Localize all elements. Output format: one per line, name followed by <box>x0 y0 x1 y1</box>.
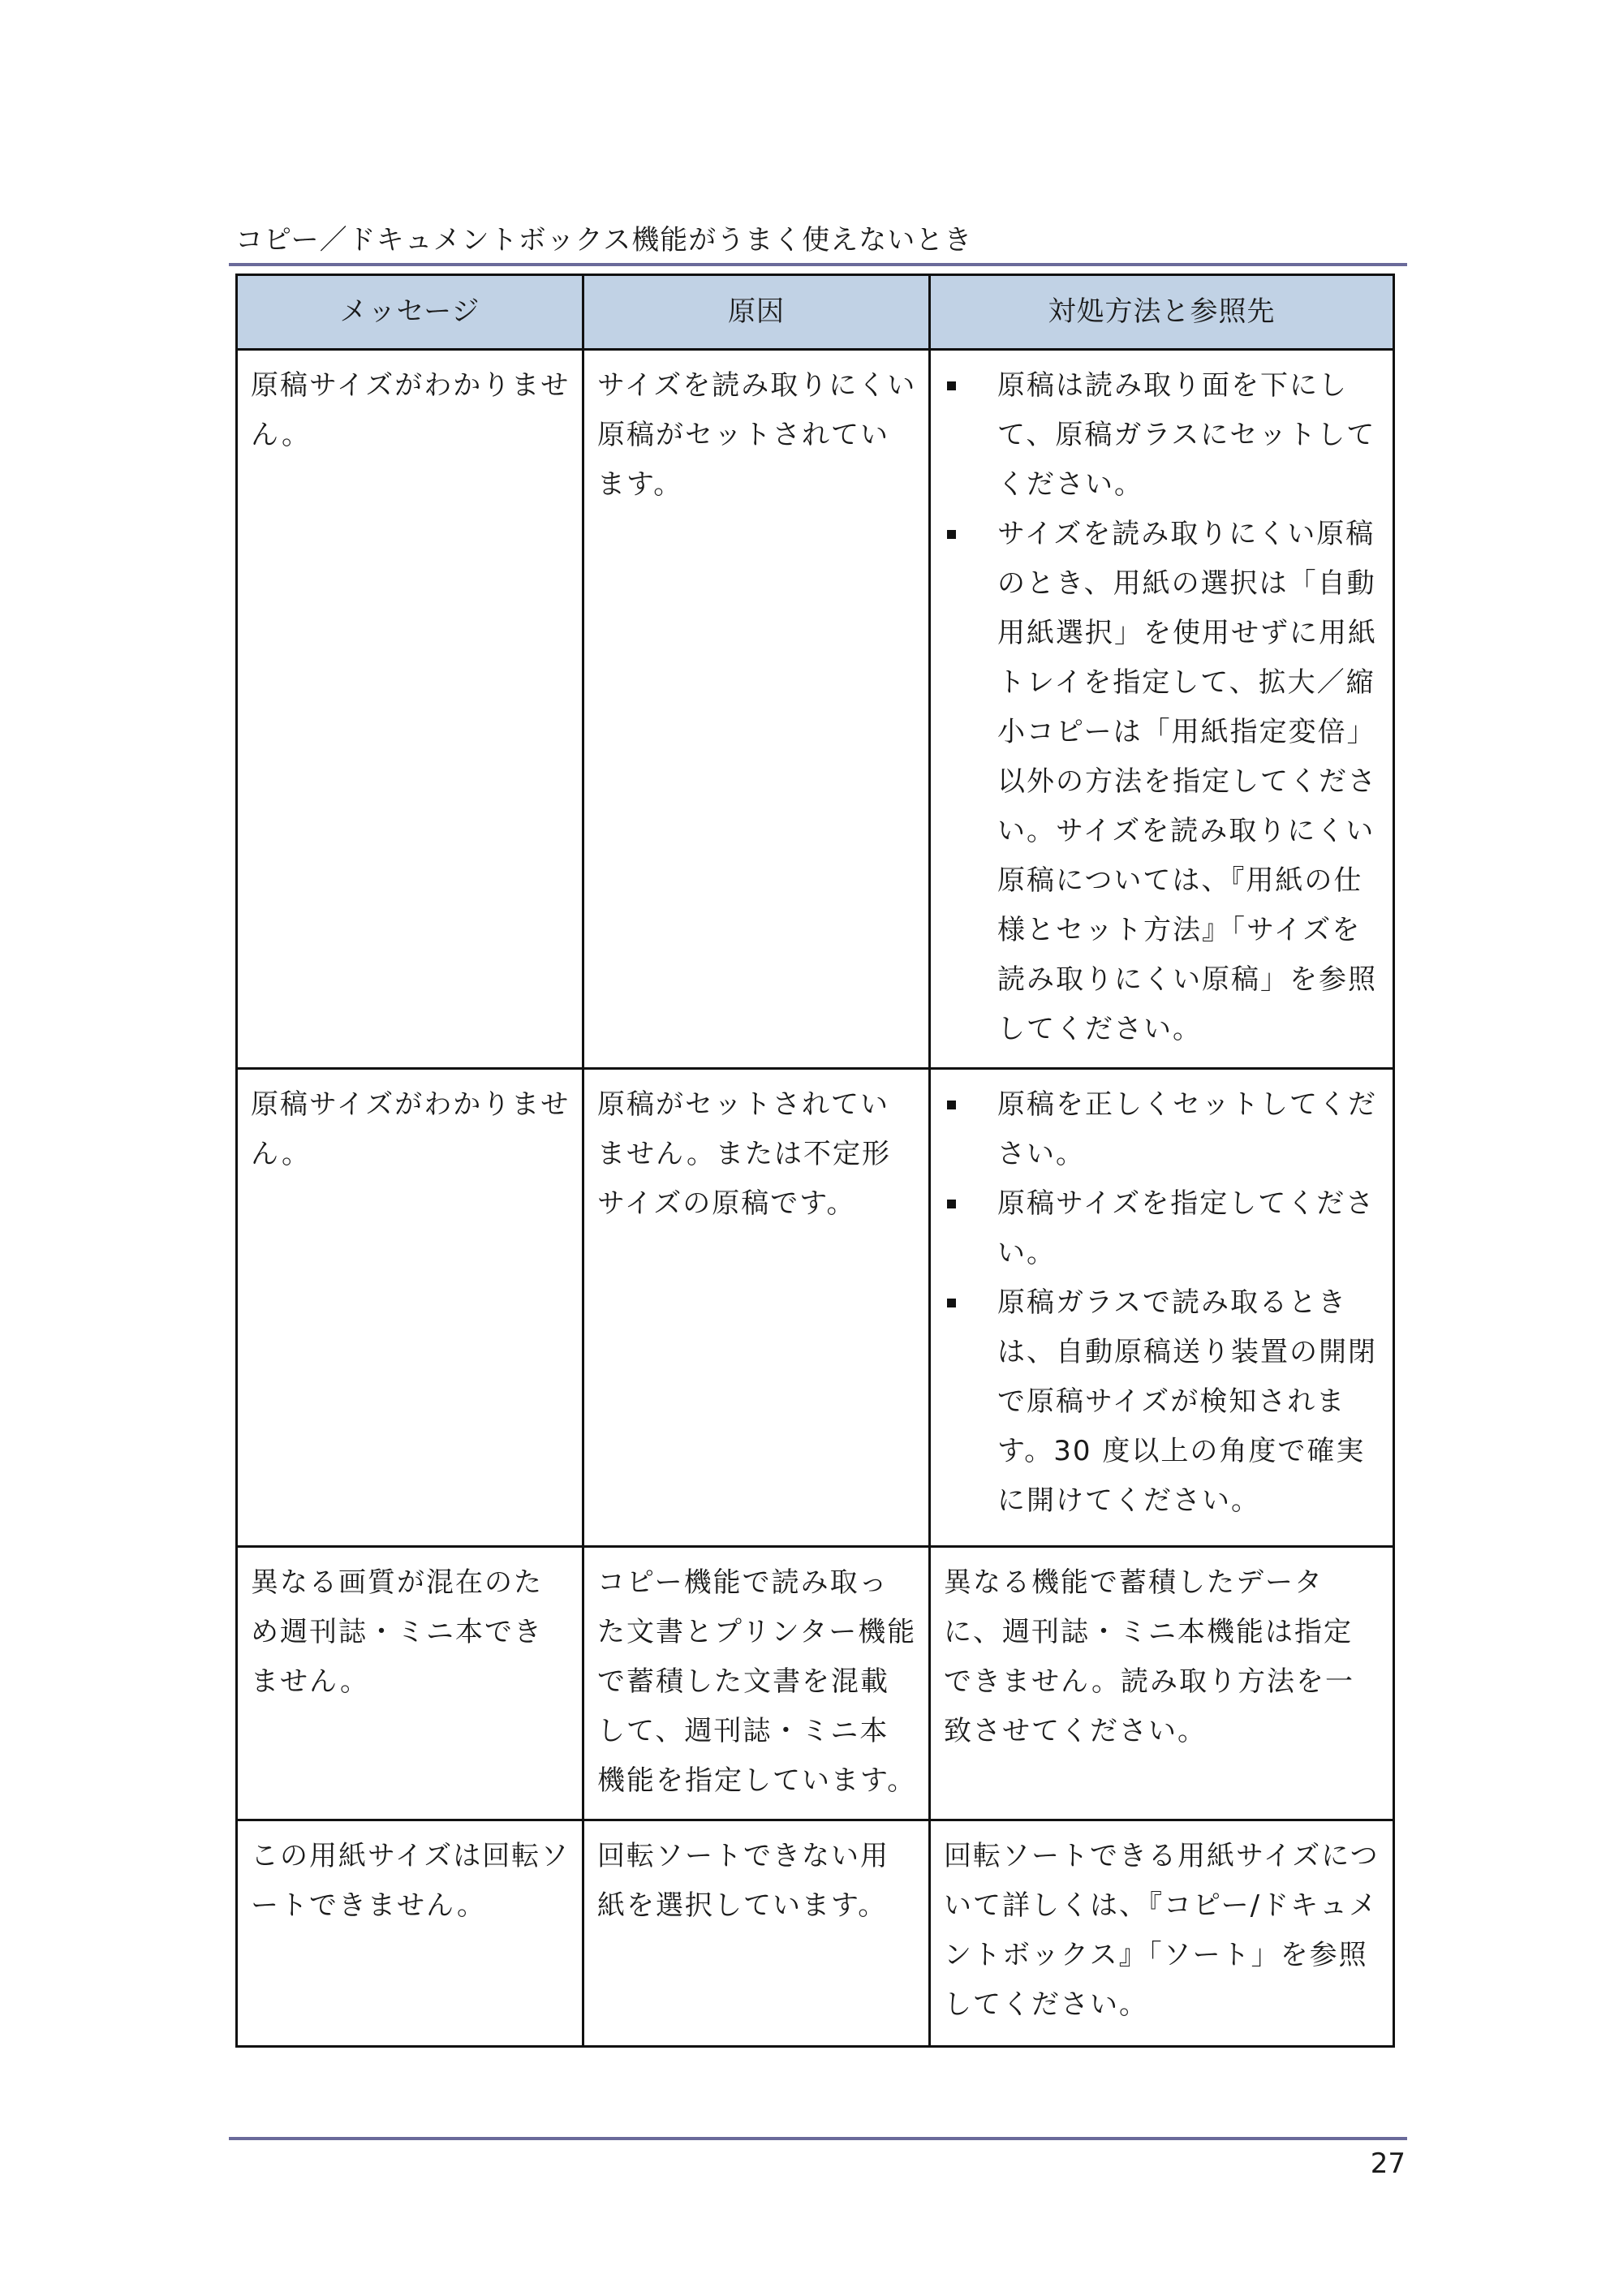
solution-text: 原稿サイズを指定してください。 <box>997 1187 1375 1269</box>
square-bullet-icon <box>947 530 956 539</box>
solution-text: 原稿を正しくセットしてください。 <box>997 1088 1377 1170</box>
page-number: 27 <box>1370 2147 1406 2180</box>
solution-cell <box>930 350 1394 1069</box>
header-message: メッセージ <box>237 275 583 350</box>
footer-divider <box>229 2137 1407 2140</box>
square-bullet-icon <box>947 1200 956 1208</box>
square-bullet-icon <box>947 1299 956 1307</box>
solution-list <box>944 1080 1381 1526</box>
cause-cell: サイズを読み取りにくい原稿がセットされています。 <box>583 350 930 1069</box>
solution-cell: 回転ソートできる用紙サイズについて詳しくは、『コピー/ドキュメントボックス』「ソート」を参照してください。 <box>930 1820 1394 2047</box>
table-row <box>237 1547 1394 1820</box>
header-solution: 対処方法と参照先 <box>930 275 1394 350</box>
solution-item <box>944 510 1381 1054</box>
solution-item <box>944 1278 1381 1526</box>
section-title: コピー／ドキュメントボックス機能がうまく使えないとき <box>235 224 973 256</box>
header-cause: 原因 <box>583 275 930 350</box>
solution-text: 原稿は読み取り面を下にして、原稿ガラスにセットしてください。 <box>997 369 1376 501</box>
message-cell: 原稿サイズがわかりません。 <box>237 350 583 1069</box>
cause-cell: コピー機能で読み取った文書とプリンター機能で蓄積した文書を混載して、週刊誌・ミニ本機能を指定しています。 <box>583 1547 930 1820</box>
square-bullet-icon <box>947 381 956 390</box>
table-row <box>237 350 1394 1069</box>
message-cell: 原稿サイズがわかりません。 <box>237 1069 583 1547</box>
solution-list <box>944 361 1381 1054</box>
message-cell: この用紙サイズは回転ソートできません。 <box>237 1820 583 2047</box>
error-message-table <box>235 274 1395 2048</box>
table-row <box>237 1069 1394 1547</box>
table-row <box>237 1820 1394 2047</box>
solution-item <box>944 361 1381 510</box>
square-bullet-icon <box>947 1101 956 1109</box>
solution-text: 原稿ガラスで読み取るときは、自動原稿送り装置の開閉で原稿サイズが検知されます。30 度以上の角度で確実に開けてください。 <box>997 1286 1377 1517</box>
solution-item <box>944 1179 1381 1278</box>
message-cell: 異なる画質が混在のため週刊誌・ミニ本できません。 <box>237 1547 583 1820</box>
cause-cell: 回転ソートできない用紙を選択しています。 <box>583 1820 930 2047</box>
title-divider <box>229 263 1407 266</box>
table-header-row <box>237 275 1394 350</box>
cause-cell: 原稿がセットされていません。または不定形サイズの原稿です。 <box>583 1069 930 1547</box>
solution-cell <box>930 1069 1394 1547</box>
solution-text: サイズを読み取りにくい原稿のとき、用紙の選択は「自動用紙選択」を使用せずに用紙トレイを指定して、拡大／縮小コピーは「用紙指定変倍」以外の方法を指定してください。サイズを読み取りにくい原稿については、『用紙の仕様とセット方法』「サイズを読み取りにくい原稿」を参照してください。 <box>997 518 1377 1045</box>
solution-item <box>944 1080 1381 1179</box>
solution-cell: 異なる機能で蓄積したデータに、週刊誌・ミニ本機能は指定できません。読み取り方法を一致させてください。 <box>930 1547 1394 1820</box>
